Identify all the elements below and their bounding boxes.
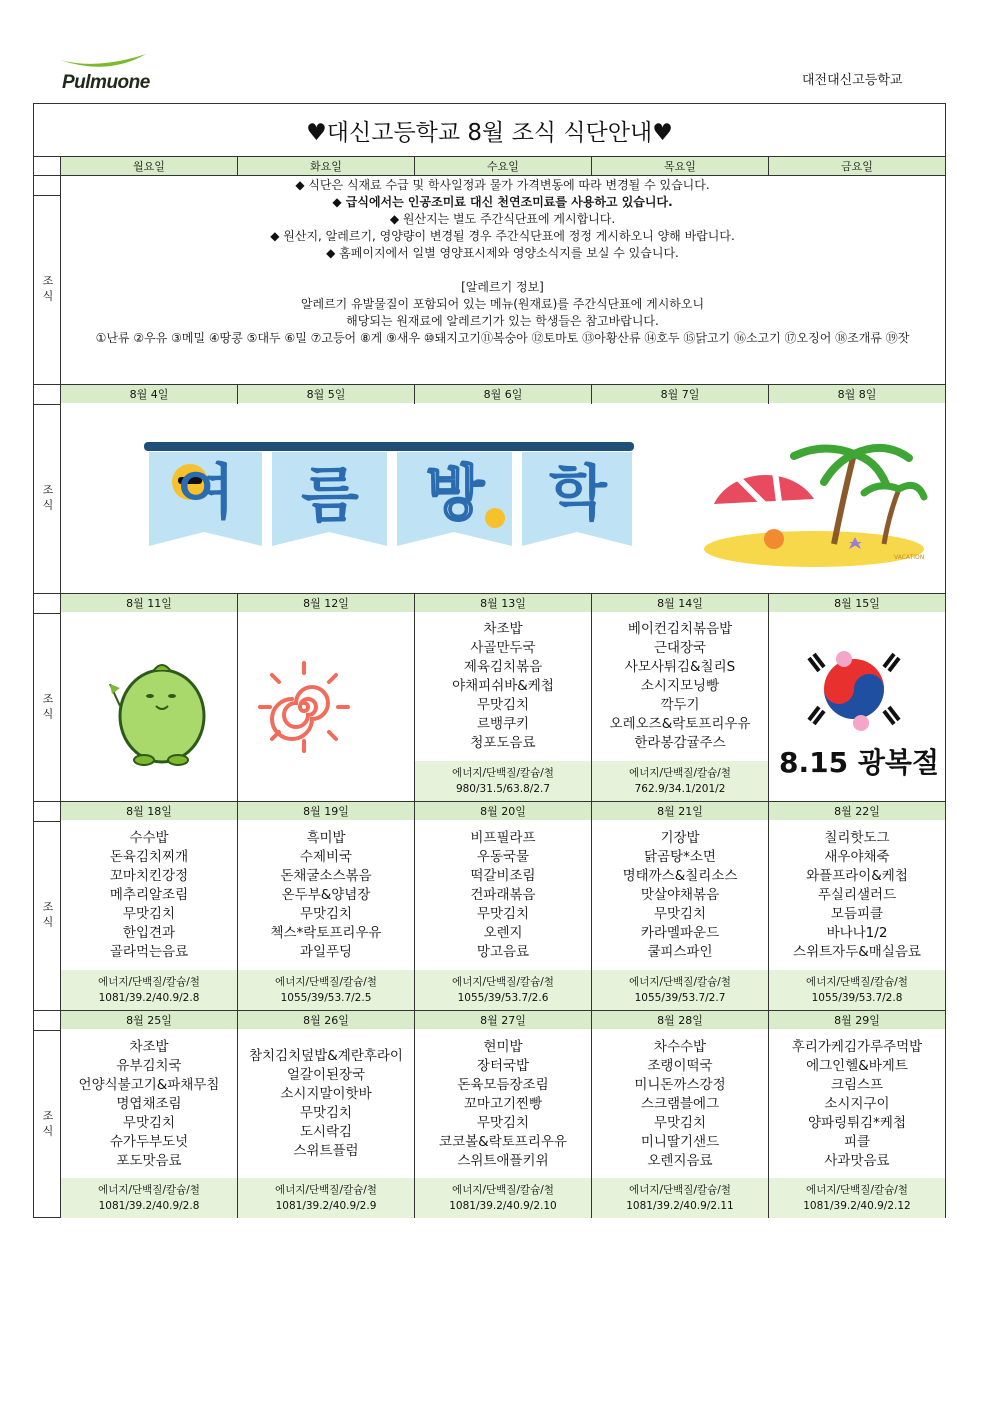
menu-item: 건파래볶음 [470,887,536,903]
date-header: 8월 19일 [238,802,414,820]
date-header: 8월 25일 [61,1011,237,1029]
menu-item: 후리가케김가루주먹밥 [791,1039,923,1055]
menu-item: 코코볼&락토프리우유 [439,1134,567,1150]
menu-item: 첵스*락토프리우유 [270,925,382,941]
nutrition-label: 에너지/단백질/칼슘/철 [275,1184,377,1196]
date-header: 8월 14일 [592,594,768,612]
menu-item: 무맛김치 [476,697,530,713]
beach-illustration [694,434,924,569]
nutrition-info [61,970,237,1010]
menu-item: 양파링튀김*케첩 [807,1115,907,1131]
notice-line: ◆ 급식에서는 인공조미료 대신 천연조미료를 사용하고 있습니다. [332,195,673,209]
date-header: 8월 28일 [592,1011,768,1029]
weekday-header: 화요일 [238,157,414,175]
meal-type-text: 조식 [41,275,54,305]
notice-line: ◆ 식단은 식재료 수급 및 학사일정과 물가 가격변동에 따라 변경될 수 있습니다. [295,178,710,192]
nutrition-info [415,970,591,1010]
brand-logo: Pulmuone [62,72,150,93]
menu-list [238,829,414,962]
menu-item: 스위트플럼 [293,1143,359,1159]
menu-item: 기장밥 [660,830,700,846]
menu-item: 무맛김치 [122,906,176,922]
date-header: 8월 4일 [61,385,237,403]
menu-item: 돈육김치찌개 [109,849,189,865]
date-header: 8월 26일 [238,1011,414,1029]
menu-item: 모듬피클 [830,906,884,922]
menu-item: 무맛김치 [476,906,530,922]
menu-list [415,1038,591,1171]
date-header: 8월 7일 [592,385,768,403]
nutrition-value: 1055/39/53.7/2.5 [280,992,372,1004]
banner-char: 름 [301,461,359,531]
menu-item: 비프필라프 [470,830,536,846]
menu-item: 슈가두부도넛 [109,1134,189,1150]
nutrition-value: 1081/39.2/40.9/2.8 [98,992,200,1004]
menu-item: 소시지구이 [824,1096,890,1112]
menu-item: 사모사튀김&칠리S [624,659,736,675]
menu-item: 망고음료 [476,944,530,960]
menu-list [592,620,768,753]
nutrition-value: 762.9/34.1/201/2 [634,783,726,795]
menu-item: 무맛김치 [122,1115,176,1131]
nutrition-label: 에너지/단백질/칼슘/철 [452,767,554,779]
menu-item: 꼬마치킨강정 [109,868,189,884]
nutrition-value: 1055/39/53.7/2.8 [811,992,903,1004]
menu-item: 르뱅쿠키 [476,716,530,732]
weekday-header: 금요일 [769,157,945,175]
nutrition-label: 에너지/단백질/칼슘/철 [98,1184,200,1196]
nutrition-info [238,1178,414,1218]
menu-item: 골라먹는음료 [109,944,189,960]
menu-item: 언양식불고기&파채무침 [78,1077,220,1093]
menu-list [415,620,591,753]
menu-list [61,1038,237,1171]
menu-item: 스크램블에그 [640,1096,720,1112]
menu-item: 오렌지음료 [647,1153,713,1169]
menu-item: 야채피쉬바&케첩 [452,678,554,694]
date-header: 8월 29일 [769,1011,945,1029]
mascot-illustration [104,656,214,768]
menu-item: 장터국밥 [476,1058,530,1074]
nutrition-info [61,1178,237,1218]
nutrition-value: 1081/39.2/40.9/2.8 [98,1200,200,1212]
menu-item: 오레오즈&락토프리우유 [609,716,751,732]
meal-type-text: 조식 [41,1109,54,1140]
menu-item: 사골만두국 [470,640,536,656]
allergy-heading: [알레르기 정보] [461,280,544,294]
nutrition-info [238,970,414,1010]
nutrition-info [415,761,591,801]
menu-item: 수제비국 [299,849,353,865]
menu-item: 우동국물 [476,849,530,865]
date-header: 8월 22일 [769,802,945,820]
menu-item: 꼬마고기찐빵 [463,1096,543,1112]
menu-item: 명태까스&칠리소스 [622,868,738,884]
date-header: 8월 20일 [415,802,591,820]
nutrition-value: 1055/39/53.7/2.6 [457,992,549,1004]
menu-item: 무맛김치 [299,906,353,922]
date-header: 8월 27일 [415,1011,591,1029]
nutrition-info [592,761,768,801]
allergy-text: 알레르기 유발물질이 포함되어 있는 메뉴(원재료)를 주간식단표에 게시하오니 [300,297,705,311]
notice-line: ◆ 원산지, 알레르기, 영양량이 변경될 경우 주간식단표에 정정 게시하오니 양해 바랍니다. [270,229,735,243]
meal-type-text: 조식 [41,901,54,931]
nutrition-value: 1081/39.2/40.9/2.9 [275,1200,377,1212]
weekday-header: 목요일 [592,157,768,175]
nutrition-label: 에너지/단백질/칼슘/철 [806,1184,908,1196]
menu-item: 맛살야채볶음 [640,887,720,903]
menu-item: 무맛김치 [653,1115,707,1131]
school-name: 대전대신고등학교 [802,73,903,88]
nutrition-label: 에너지/단백질/칼슘/철 [629,767,731,779]
vacation-tag: VACATION [894,554,925,561]
nutrition-info [592,1178,768,1218]
menu-item: 소시지모닝빵 [640,678,720,694]
menu-item: 떡갈비조림 [470,868,536,884]
menu-item: 닭곰탕*소면 [644,849,716,865]
menu-item: 온두부&양념장 [281,887,371,903]
menu-list [769,1038,945,1171]
nutrition-label: 에너지/단백질/칼슘/철 [629,1184,731,1196]
nutrition-info [769,970,945,1010]
weekday-header: 월요일 [61,157,237,175]
notice-line: ◆ 원산지는 별도 주간식단표에 게시합니다. [389,212,616,226]
date-header: 8월 21일 [592,802,768,820]
page-title: ♥대신고등학교 8월 조식 식단안내♥ [34,104,945,157]
menu-item: 차수수밥 [653,1039,707,1055]
menu-item: 과일푸딩 [299,944,353,960]
menu-item: 미니돈까스강정 [634,1077,726,1093]
banner-char: 방 [426,459,484,529]
weekday-header: 수요일 [415,157,591,175]
menu-item: 참치김치덮밥&계란후라이 [249,1048,403,1064]
menu-item: 무맛김치 [653,906,707,922]
date-header: 8월 5일 [238,385,414,403]
meal-type-label [34,1031,60,1218]
sun-illustration [254,657,354,757]
menu-item: 오렌지 [483,925,523,941]
date-header: 8월 6일 [415,385,591,403]
menu-item: 카라멜파운드 [640,925,720,941]
nutrition-label: 에너지/단백질/칼슘/철 [452,976,554,988]
date-header: 8월 8일 [769,385,945,403]
notice-line: ◆ 홈페이지에서 일별 영양표시제와 영양소식지를 보실 수 있습니다. [326,246,679,260]
menu-item: 사과맛음료 [824,1153,890,1169]
menu-list [415,829,591,962]
menu-item: 조랭이떡국 [647,1058,713,1074]
meal-type-label [34,196,60,384]
nutrition-info [769,1178,945,1218]
nutrition-value: 1081/39.2/40.9/2.10 [449,1200,557,1212]
menu-item: 수수밥 [129,830,169,846]
menu-item: 얼갈이된장국 [286,1067,366,1083]
nutrition-value: 980/31.5/63.8/2.7 [455,783,551,795]
menu-item: 새우야채죽 [824,849,890,865]
menu-item: 차조밥 [483,621,523,637]
menu-item: 청포도음료 [470,735,536,751]
nutrition-label: 에너지/단백질/칼슘/철 [629,976,731,988]
allergy-text: 해당되는 원재료에 알레르기가 있는 학생들은 참고바랍니다. [346,314,659,328]
menu-item: 현미밥 [483,1039,523,1055]
menu-list [592,1038,768,1171]
date-header: 8월 11일 [61,594,237,612]
meal-type-text: 조식 [41,692,54,723]
date-header: 8월 13일 [415,594,591,612]
menu-item: 와플프라이&케첩 [806,868,908,884]
menu-item: 베이컨김치볶음밥 [627,621,733,637]
banner-char: 여 [177,458,235,528]
banner-char: 학 [549,459,607,529]
nutrition-label: 에너지/단백질/칼슘/철 [275,976,377,988]
meal-type-text: 조식 [41,484,54,514]
menu-list [61,829,237,962]
menu-item: 도시락김 [299,1124,353,1140]
date-header: 8월 18일 [61,802,237,820]
menu-item: 포도맛음료 [116,1153,182,1169]
menu-item: 근대장국 [653,640,707,656]
nutrition-label: 에너지/단백질/칼슘/철 [806,976,908,988]
menu-item: 한라봉감귤주스 [634,735,726,751]
nutrition-info [592,970,768,1010]
menu-item: 스위트애플키위 [457,1153,549,1169]
menu-item: 깍두기 [660,697,700,713]
menu-item: 무맛김치 [299,1105,353,1121]
menu-item: 돈채굴소스볶음 [280,868,372,884]
menu-list [238,1047,414,1161]
nutrition-info [415,1178,591,1218]
meal-type-label [34,405,60,593]
menu-item: 흑미밥 [306,830,346,846]
menu-item: 푸실리샐러드 [817,887,897,903]
menu-item: 크림스프 [830,1077,884,1093]
menu-list [769,829,945,962]
menu-item: 바나나1/2 [826,925,888,941]
nutrition-value: 1081/39.2/40.9/2.12 [803,1200,911,1212]
meal-type-label [34,822,60,1010]
nutrition-label: 에너지/단백질/칼슘/철 [452,1184,554,1196]
notice-section [60,177,945,347]
menu-list [592,829,768,962]
nutrition-value: 1055/39/53.7/2.7 [634,992,726,1004]
nutrition-label: 에너지/단백질/칼슘/철 [98,976,200,988]
liberation-day-illustration [779,639,939,789]
nutrition-value: 1081/39.2/40.9/2.11 [626,1200,734,1212]
menu-item: 메추리알조림 [109,887,189,903]
meal-type-label [34,614,60,801]
menu-item: 쿨피스파인 [647,944,713,960]
menu-item: 차조밥 [129,1039,169,1055]
date-header: 8월 15일 [769,594,945,612]
menu-table [33,103,946,1218]
menu-item: 에그인헬&바게트 [806,1058,908,1074]
menu-item: 제육김치볶음 [463,659,543,675]
menu-item: 스위트자두&매실음료 [793,944,921,960]
menu-item: 미니딸기샌드 [640,1134,720,1150]
menu-item: 칠리핫도그 [824,830,890,846]
liberation-day-text: 8.15 광복절 [779,746,939,779]
menu-item: 유부김치국 [116,1058,182,1074]
menu-item: 무맛김치 [476,1115,530,1131]
menu-item: 피클 [843,1134,871,1150]
menu-item: 명엽채조림 [116,1096,182,1112]
date-header: 8월 12일 [238,594,414,612]
allergy-list: ①난류 ②우유 ③메밀 ④땅콩 ⑤대두 ⑥밀 ⑦고등어 ⑧게 ⑨새우 ⑩돼지고기⑪복숭아 ⑫토마토 ⑬아황산류 ⑭호두 ⑮닭고기 ⑯소고기 ⑰오징어 ⑱조개류 ⑲잣 [95,331,910,345]
menu-item: 돈육모듬장조림 [457,1077,549,1093]
menu-item: 소시지말이핫바 [280,1086,372,1102]
summer-vacation-banner [144,438,634,558]
menu-item: 한입견과 [122,925,176,941]
